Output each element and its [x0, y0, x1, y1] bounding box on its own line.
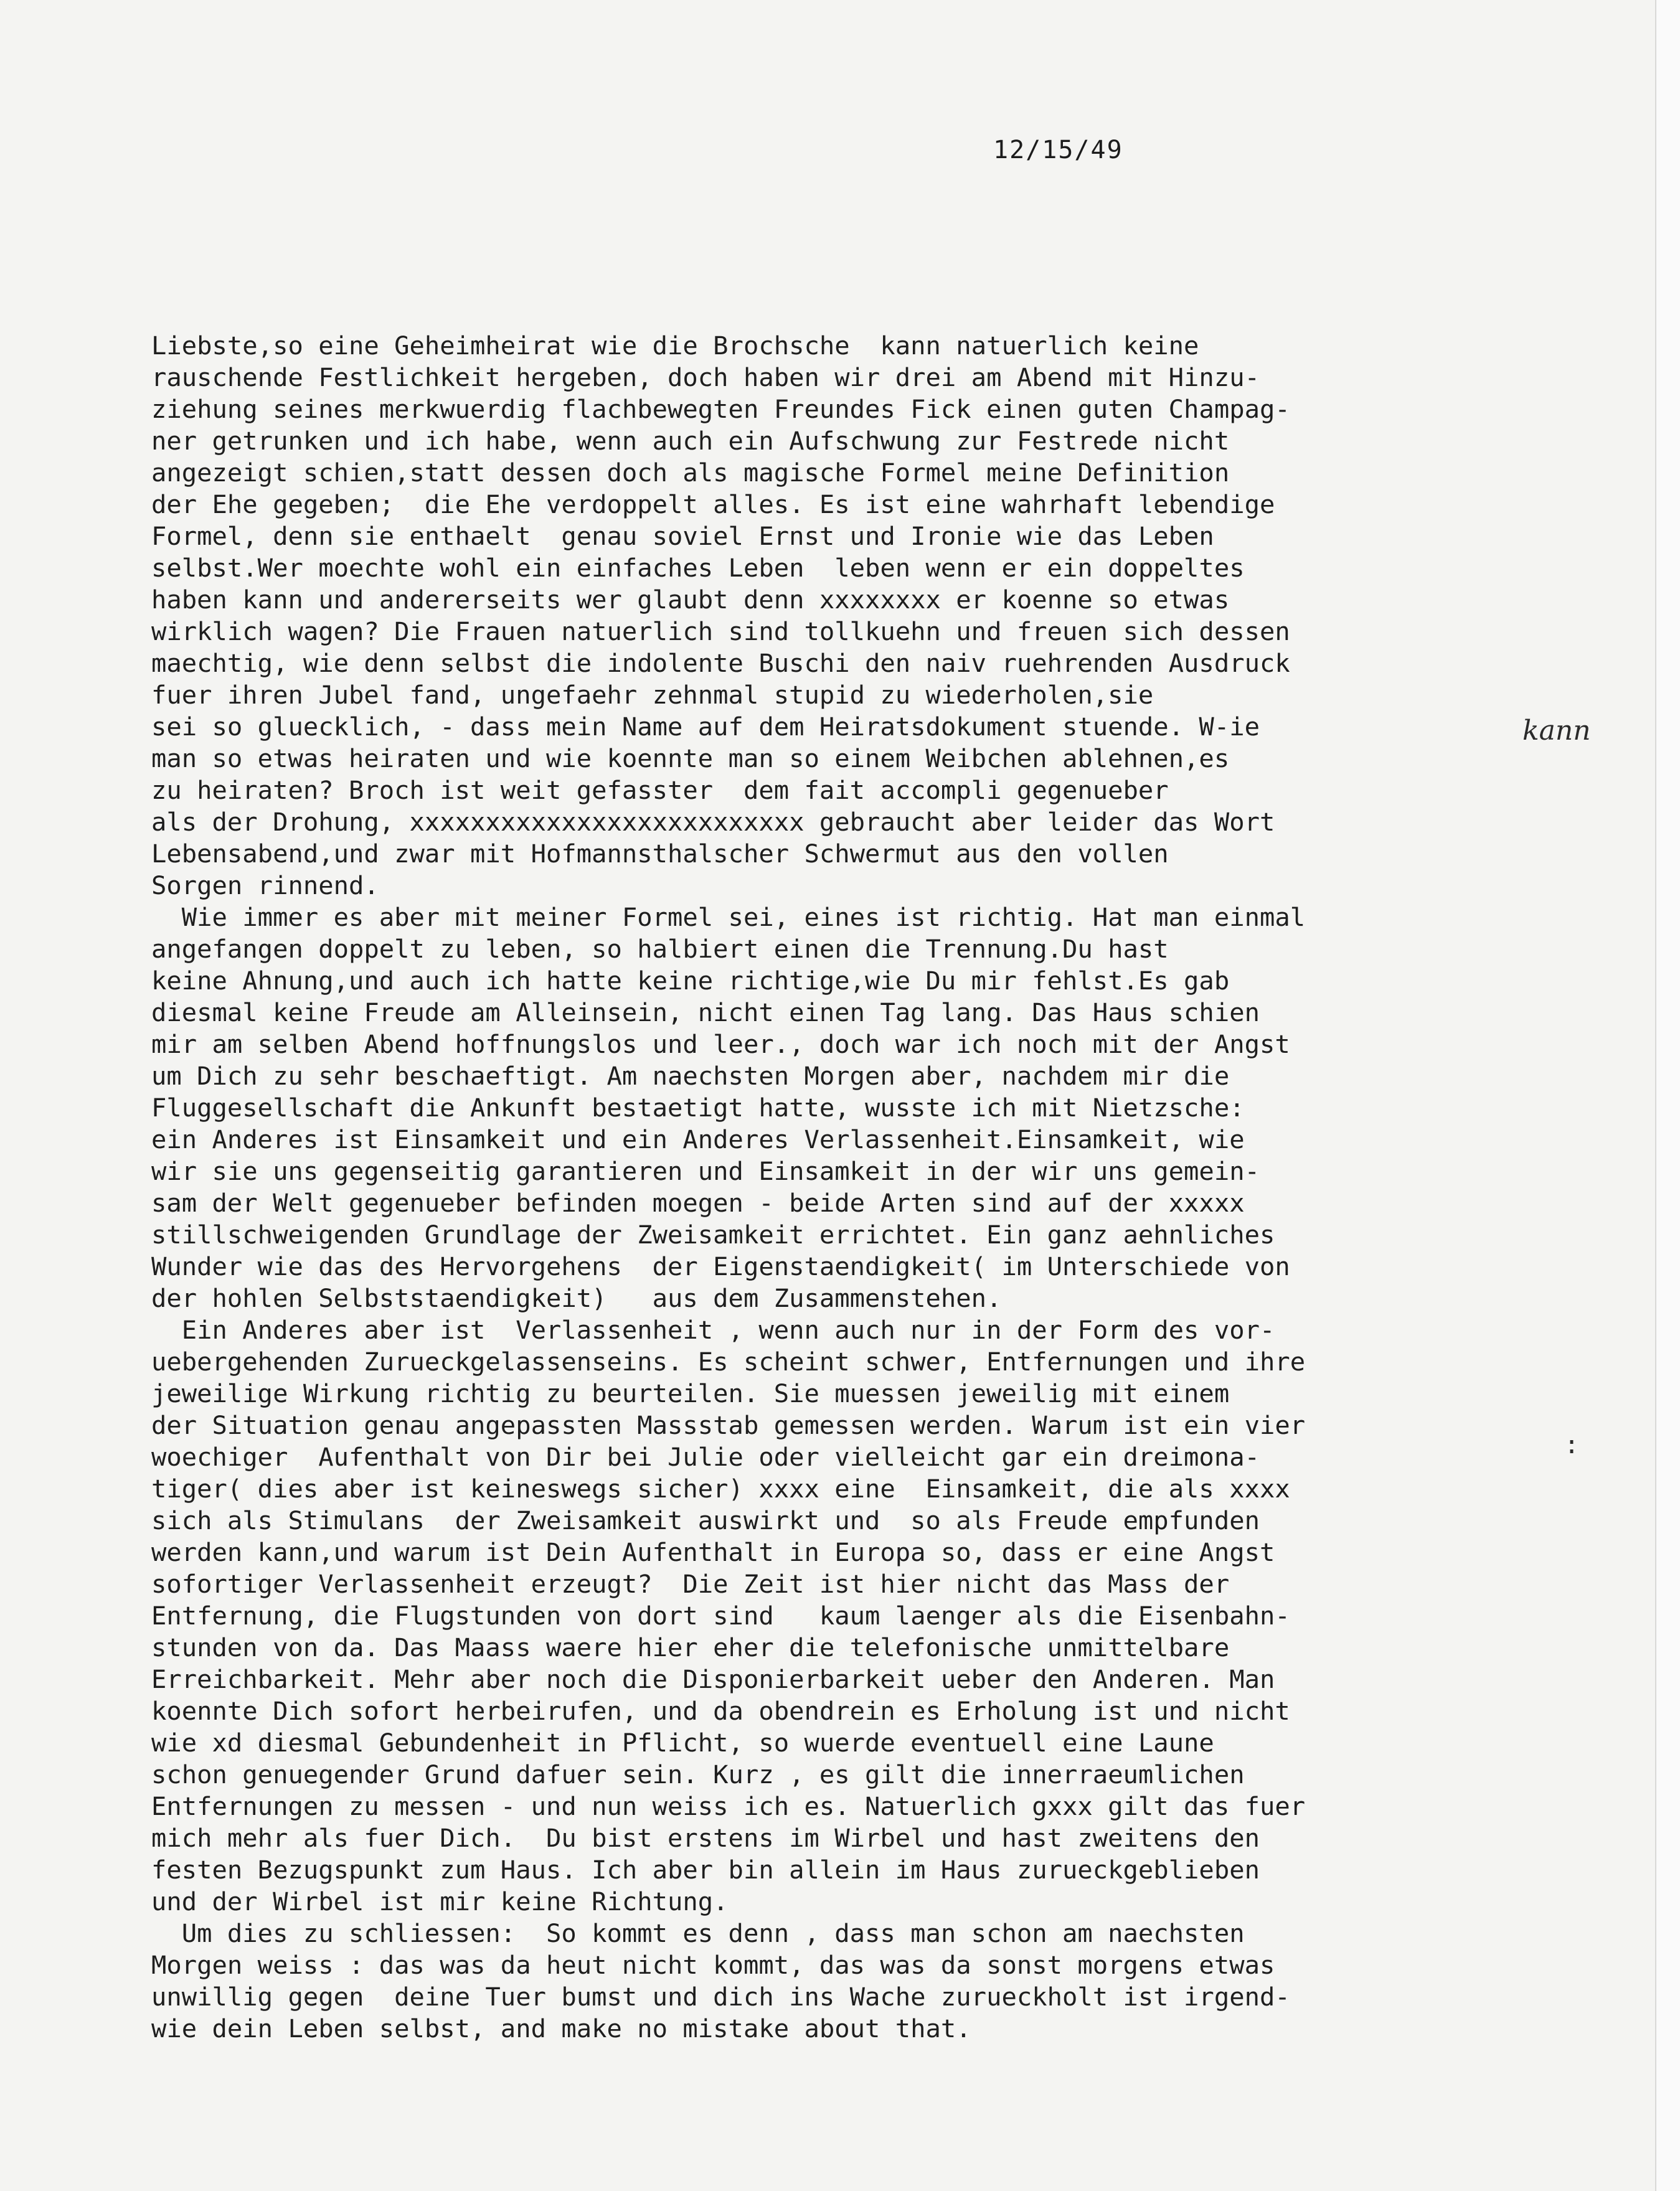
typed-line: haben kann und andererseits wer glaubt denn xxxxxxxx er koenne so etwas: [151, 585, 1230, 615]
typed-line: zu heiraten? Broch ist weit gefasster dem fait accompli gegenueber: [151, 775, 1169, 805]
typed-line: schon genuegender Grund dafuer sein. Kurz , es gilt die innerraeumlichen: [151, 1760, 1245, 1789]
typed-line: Entfernungen zu messen - und nun weiss ich es. Natuerlich gxxx gilt das fuer: [151, 1791, 1306, 1821]
typed-line: sam der Welt gegenueber befinden moegen - beide Arten sind auf der xxxxx: [151, 1188, 1245, 1218]
typed-line: Formel, denn sie enthaelt genau soviel Ernst und Ironie wie das Leben: [151, 521, 1214, 551]
typed-line: der hohlen Selbststaendigkeit) aus dem Zusammenstehen.: [151, 1283, 1002, 1313]
typed-line: keine Ahnung,und auch ich hatte keine richtige,wie Du mir fehlst.Es gab: [151, 966, 1230, 996]
letter-date: 12/15/49: [993, 136, 1123, 164]
typed-line: der Ehe gegeben; die Ehe verdoppelt alles. Es ist eine wahrhaft lebendige: [151, 489, 1275, 519]
letter-body: [151, 330, 1633, 2045]
typed-line: ziehung seines merkwuerdig flachbewegten Freundes Fick einen guten Champag-: [151, 394, 1290, 424]
typed-line: mir am selben Abend hoffnungslos und leer., doch war ich noch mit der Angst: [151, 1029, 1290, 1059]
typed-line: Wie immer es aber mit meiner Formel sei, eines ist richtig. Hat man einmal: [151, 902, 1306, 932]
margin-punctuation: :: [1564, 1431, 1580, 1459]
typed-line: der Situation genau angepassten Massstab gemessen werden. Warum ist ein vier: [151, 1410, 1306, 1440]
typed-line: sofortiger Verlassenheit erzeugt? Die Zeit ist hier nicht das Mass der: [151, 1569, 1230, 1599]
typed-line: ner getrunken und ich habe, wenn auch ein Aufschwung zur Festrede nicht: [151, 426, 1230, 456]
typed-line: koennte Dich sofort herbeirufen, und da obendrein es Erholung ist und nicht: [151, 1696, 1290, 1726]
typed-line: jeweilige Wirkung richtig zu beurteilen. Sie muessen jeweilig mit einem: [151, 1378, 1230, 1408]
typed-line: stillschweigenden Grundlage der Zweisamkeit errichtet. Ein ganz aehnliches: [151, 1220, 1275, 1250]
typed-line: sich als Stimulans der Zweisamkeit auswirkt und so als Freude empfunden: [151, 1505, 1260, 1535]
handwritten-margin-note: kann: [1522, 715, 1591, 747]
typed-line: woechiger Aufenthalt von Dir bei Julie oder vielleicht gar ein dreimona-: [151, 1442, 1260, 1472]
typed-line: fuer ihren Jubel fand, ungefaehr zehnmal stupid zu wiederholen,sie: [151, 680, 1154, 710]
typed-line: Lebensabend,und zwar mit Hofmannsthalscher Schwermut aus den vollen: [151, 839, 1169, 869]
typed-line: Liebste,so eine Geheimheirat wie die Brochsche kann natuerlich keine: [151, 331, 1199, 360]
typed-line: Morgen weiss : das was da heut nicht kommt, das was da sonst morgens etwas: [151, 1950, 1275, 1980]
typed-line: angezeigt schien,statt dessen doch als magische Formel meine Definition: [151, 458, 1230, 488]
typed-line: angefangen doppelt zu leben, so halbiert einen die Trennung.Du hast: [151, 934, 1169, 964]
typed-line: werden kann,und warum ist Dein Aufenthalt in Europa so, dass er eine Angst: [151, 1537, 1275, 1567]
typed-line: tiger( dies aber ist keineswegs sicher) xxxx eine Einsamkeit, die als xxxx: [151, 1474, 1290, 1504]
typed-line: man so etwas heiraten und wie koennte man so einem Weibchen ablehnen,es: [151, 743, 1230, 773]
typed-line: festen Bezugspunkt zum Haus. Ich aber bin allein im Haus zurueckgeblieben: [151, 1855, 1260, 1885]
typed-line: Wunder wie das des Hervorgehens der Eigenstaendigkeit( im Unterschiede von: [151, 1251, 1290, 1281]
typed-line: Um dies zu schliessen: So kommt es denn , dass man schon am naechsten: [151, 1918, 1245, 1948]
page-edge: [1655, 0, 1680, 2191]
typed-line: rauschende Festlichkeit hergeben, doch haben wir drei am Abend mit Hinzu-: [151, 362, 1260, 392]
typed-line: Fluggesellschaft die Ankunft bestaetigt hatte, wusste ich mit Nietzsche:: [151, 1093, 1245, 1123]
typed-line: selbst.Wer moechte wohl ein einfaches Leben leben wenn er ein doppeltes: [151, 553, 1245, 583]
typed-line: wie dein Leben selbst, and make no mistake about that.: [151, 2014, 971, 2043]
typed-line: und der Wirbel ist mir keine Richtung.: [151, 1887, 729, 1916]
typed-line: unwillig gegen deine Tuer bumst und dich ins Wache zurueckholt ist irgend-: [151, 1982, 1290, 2012]
typed-line: Erreichbarkeit. Mehr aber noch die Disponierbarkeit ueber den Anderen. Man: [151, 1664, 1275, 1694]
typed-line: Sorgen rinnend.: [151, 870, 379, 900]
typed-line: stunden von da. Das Maass waere hier eher die telefonische unmittelbare: [151, 1633, 1230, 1662]
typed-line: mich mehr als fuer Dich. Du bist erstens im Wirbel und hast zweitens den: [151, 1823, 1260, 1853]
typed-line: wirklich wagen? Die Frauen natuerlich sind tollkuehn und freuen sich dessen: [151, 616, 1290, 646]
typed-line: uebergehenden Zurueckgelassenseins. Es scheint schwer, Entfernungen und ihre: [151, 1347, 1306, 1377]
typed-line: als der Drohung, xxxxxxxxxxxxxxxxxxxxxxxxxx gebraucht aber leider das Wort: [151, 807, 1275, 837]
typed-line: Ein Anderes aber ist Verlassenheit , wenn auch nur in der Form des vor-: [151, 1315, 1275, 1345]
typed-line: wie xd diesmal Gebundenheit in Pflicht, so wuerde eventuell eine Laune: [151, 1728, 1214, 1758]
show-through-text: [149, 193, 1619, 225]
typed-line: maechtig, wie denn selbst die indolente Buschi den naiv ruehrenden Ausdruck: [151, 648, 1290, 678]
typed-line: wir sie uns gegenseitig garantieren und Einsamkeit in der wir uns gemein-: [151, 1156, 1260, 1186]
typed-line: sei so gluecklich, - dass mein Name auf dem Heiratsdokument stuende. W-ie: [151, 712, 1260, 742]
typed-line: um Dich zu sehr beschaeftigt. Am naechsten Morgen aber, nachdem mir die: [151, 1061, 1230, 1091]
typed-line: Entfernung, die Flugstunden von dort sind kaum laenger als die Eisenbahn-: [151, 1601, 1290, 1631]
typed-line: ein Anderes ist Einsamkeit und ein Anderes Verlassenheit.Einsamkeit, wie: [151, 1124, 1245, 1154]
typed-line: diesmal keine Freude am Alleinsein, nicht einen Tag lang. Das Haus schien: [151, 997, 1260, 1027]
